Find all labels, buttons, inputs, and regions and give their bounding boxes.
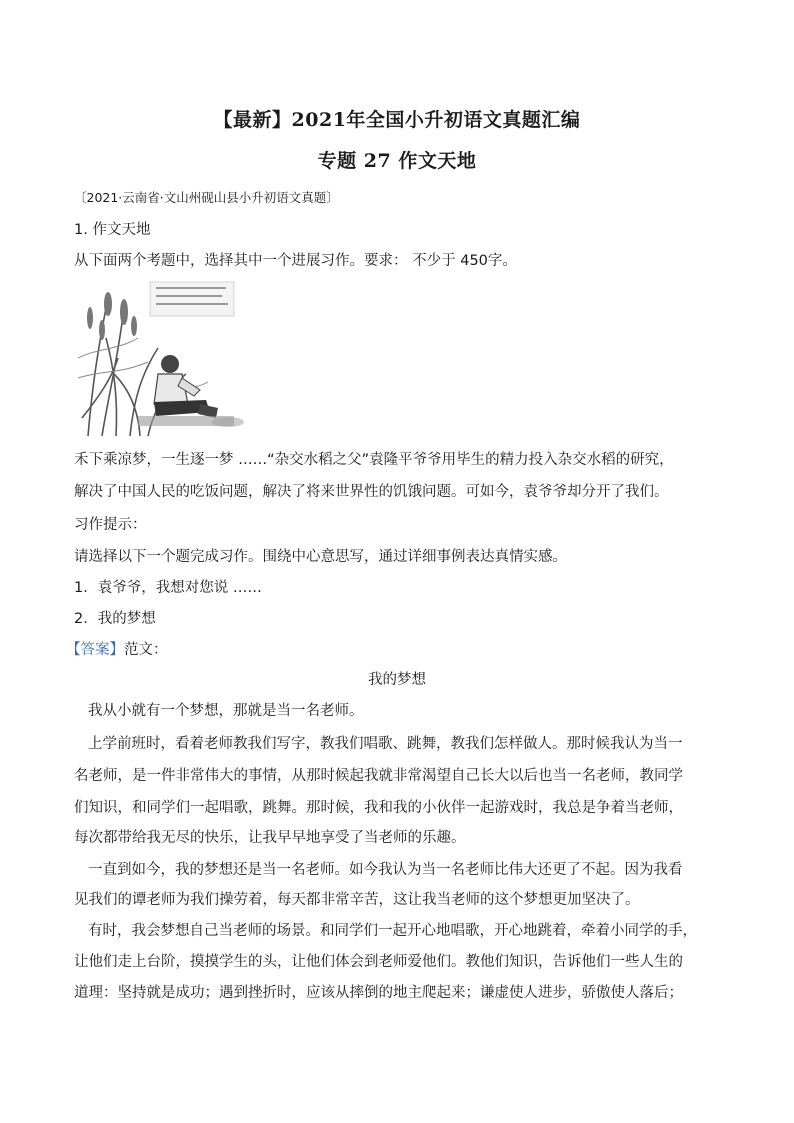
essay-line-4: 们知识，和同学们一起唱歌，跳舞。那时候，我和我的小伙伴一起游戏时，我总是争着当老师， bbox=[74, 800, 683, 816]
essay-line-8: 有时，我会梦想自己当老师的场景。和同学们一起开心地唱歌，开心地跳着，牵着小同学的手， bbox=[88, 923, 697, 939]
document-title: 【最新】2021年全国小升初语文真题汇编 bbox=[213, 109, 581, 131]
passage-line-2: 解决了中国人民的吃饭问题，解决了将来世界性的饥饿问题。可如今，袁爷爷却分开了我们。 bbox=[74, 484, 669, 500]
question-heading: 1. 作文天地 bbox=[74, 222, 151, 238]
question-instruction: 从下面两个考题中，选择其中一个进展习作。要求： 不少于 450字。 bbox=[74, 253, 517, 269]
essay-line-7: 见我们的谭老师为我们操劳着，每天都非常辛苦，这让我当老师的这个梦想更加坚决了。 bbox=[74, 892, 640, 908]
answer-line bbox=[66, 638, 168, 659]
document-subtitle: 专题 27 作文天地 bbox=[317, 150, 477, 172]
essay-line-10: 道理：坚持就是成功；遇到挫折时，应该从摔倒的地主爬起来；谦虚使人进步，骄傲使人落后； bbox=[74, 985, 683, 1001]
essay-line-3: 名老师，是一件非常伟大的事情，从那时候起我就非常渴望自己长大以后也当一名老师，教同学 bbox=[74, 768, 683, 784]
tips-option-2: 2．我的梦想 bbox=[74, 611, 156, 627]
essay-line-5: 每次都带给我无尽的快乐，让我早早地享受了当老师的乐趣。 bbox=[74, 830, 466, 846]
tips-label: 习作提示： bbox=[74, 517, 147, 533]
essay-line-2: 上学前班时，看着老师教我们写字，教我们唱歌、跳舞，教我们怎样做人。那时候我认为当一 bbox=[88, 736, 683, 752]
essay-title: 我的梦想 bbox=[368, 672, 426, 688]
tips-text: 请选择以下一个题完成习作。围绕中心意思写，通过详细事例表达真情实感。 bbox=[74, 549, 567, 565]
essay-line-6: 一直到如今，我的梦想还是当一名老师。如今我认为当一名老师比伟大还更了不起。因为我看 bbox=[88, 862, 683, 878]
answer-tag: 【答案】 bbox=[66, 642, 124, 658]
essay-line-9: 让他们走上台阶，摸摸学生的头，让他们体会到老师爱他们。教他们知识，告诉他们一些人生的 bbox=[74, 954, 683, 970]
source-line: 〔2021·云南省·文山州砚山县小升初语文真题〕 bbox=[74, 190, 339, 205]
tips-option-1: 1．袁爷爷，我想对您说 …… bbox=[74, 580, 262, 596]
essay-line-1: 我从小就有一个梦想，那就是当一名老师。 bbox=[88, 703, 364, 719]
passage-line-1: 禾下乘凉梦，一生逐一梦 ……“杂交水稻之父”袁隆平爷爷用毕生的精力投入杂交水稻的研究， bbox=[74, 452, 674, 468]
rice-grandpa-illustration bbox=[78, 278, 250, 436]
answer-label: 范文： bbox=[124, 642, 168, 658]
